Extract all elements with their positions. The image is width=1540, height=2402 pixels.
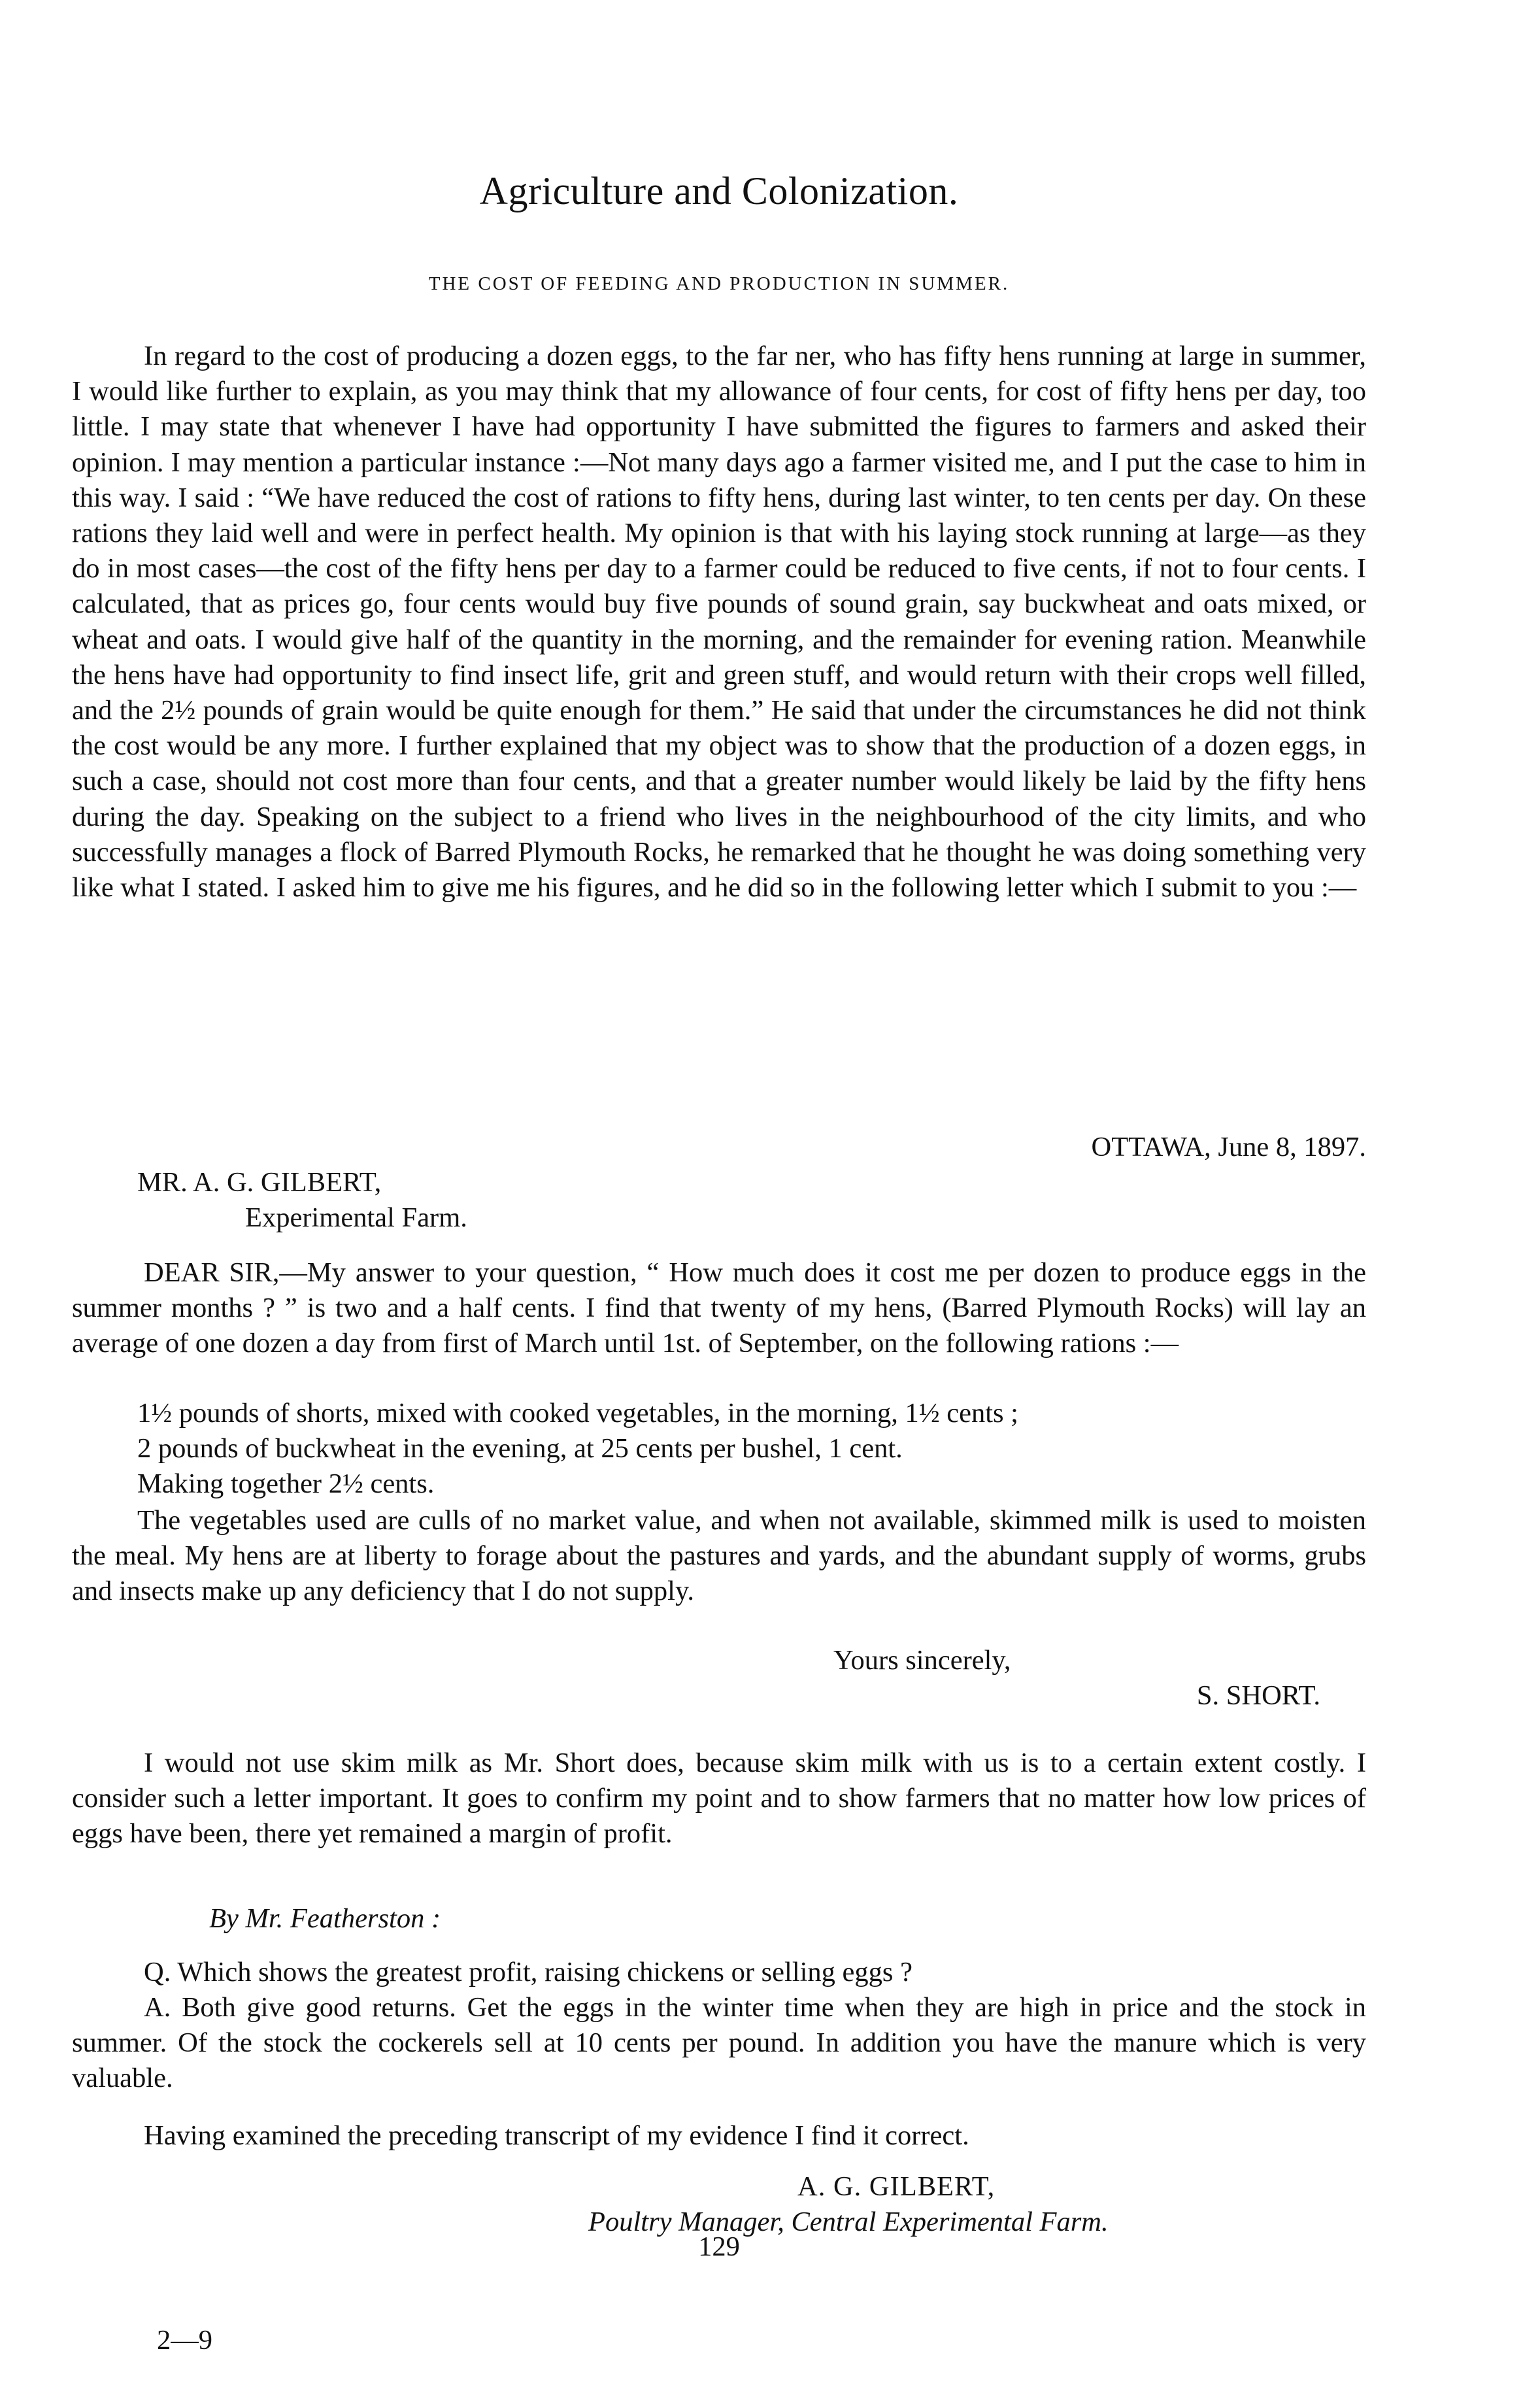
signoff-role: Poultry Manager, Central Experimental Farm. bbox=[588, 2207, 1109, 2237]
ration-line-evening: 2 pounds of buckwheat in the evening, at 25 cents per bushel, 1 cent. bbox=[137, 1433, 903, 1464]
testimony-byline: By Mr. Featherston : bbox=[209, 1903, 441, 1934]
paragraph-skim-milk: I would not use skim milk as Mr. Short does, because skim milk with us is to a certain extent costly. I consider such a letter important. It goes to confirm my point and to show farmers that no matter how low prices of eggs have been, there yet remained a margin of profit. bbox=[72, 1748, 1366, 1850]
document-page bbox=[72, 0, 1366, 2402]
letter-closing: Yours sincerely, bbox=[833, 1645, 1011, 1676]
letter-paragraph-vegetables: The vegetables used are culls of no market value, and when not available, skimmed milk is used to moisten the meal. My hens are at liberty to forage about the pastures and yards, and the abundant supply of worms, grubs and insects make up any deficiency that I do not supply. bbox=[72, 1505, 1366, 1607]
letter-dateline: OTTAWA, June 8, 1897. bbox=[1091, 1132, 1366, 1162]
testimony-question: Q. Which shows the greatest profit, raising chickens or selling eggs ? bbox=[144, 1957, 912, 1988]
section-heading: THE COST OF FEEDING AND PRODUCTION IN SUMMER. bbox=[428, 273, 1010, 294]
page-title: Agriculture and Colonization. bbox=[479, 169, 959, 212]
testimony-answer: A. Both give good returns. Get the eggs in the winter time when they are high in price and the stock in summer. Of the stock the cockerels sell at 10 cents per pound. In addition you have the manure which is very valuable. bbox=[72, 1992, 1366, 2094]
ration-line-total: Making together 2½ cents. bbox=[137, 1468, 435, 1499]
paragraph-certification: Having examined the preceding transcript of my evidence I find it correct. bbox=[144, 2120, 969, 2151]
letter-addressee: MR. A. G. GILBERT, bbox=[137, 1167, 382, 1198]
letter-signature: S. SHORT. bbox=[1196, 1680, 1320, 1711]
letter-addressee-place: Experimental Farm. bbox=[245, 1202, 467, 1233]
signoff-name: A. G. GILBERT, bbox=[797, 2171, 996, 2202]
page-number: 129 bbox=[698, 2231, 740, 2262]
sheet-mark: 2—9 bbox=[157, 2325, 212, 2356]
letter-paragraph-answer: DEAR SIR,—My answer to your question, “ How much does it cost me per dozen to produce eggs in the summer months ? ” is two and a half cents. I find that twenty of my hens, (Barred Plymouth Rocks) will lay an average of one dozen a day from first of March until 1st. of September, on the following rations :— bbox=[72, 1257, 1366, 1359]
ration-line-morning: 1½ pounds of shorts, mixed with cooked vegetables, in the morning, 1½ cents ; bbox=[137, 1398, 1018, 1429]
paragraph-intro: In regard to the cost of producing a dozen eggs, to the far ner, who has fifty hens running at large in summer, I would like further to explain, as you may think that my allowance of four cents, for cost of fifty hens per day, too little. I may state that whenever I have had opportunity I have submitted the figures to farmers and asked their opinion. I may mention a particular instance :—Not many days ago a farmer visited me, and I put the case to him in this way. I said : “We have reduced the cost of rations to fifty hens, during last winter, to ten cents per day. On these rations they laid well and were in perfect health. My opinion is that with his laying stock running at large—as they do in most cases—the cost of the fifty hens per day to a farmer could be reduced to five cents, if not to four cents. I calculated, that as prices go, four cents would buy five pounds of sound grain, say buckwheat and oats mixed, or wheat and oats. I would give half of the quantity in the morning, and the remainder for evening ration. Meanwhile the hens have had opportunity to find insect life, grit and green stuff, and would return with their crops well filled, and the 2½ pounds of grain would be quite enough for them.” He said that under the circumstances he did not think the cost would be any more. I further explained that my object was to show that the production of a dozen eggs, in such a case, should not cost more than four cents, and that a greater number would likely be laid by the fifty hens during the day. Speaking on the subject to a friend who lives in the neighbourhood of the city limits, and who successfully manages a flock of Barred Plymouth Rocks, he remarked that he thought he was doing something very like what I stated. I asked him to give me his figures, and he did so in the following letter which I submit to you :— bbox=[72, 341, 1366, 904]
